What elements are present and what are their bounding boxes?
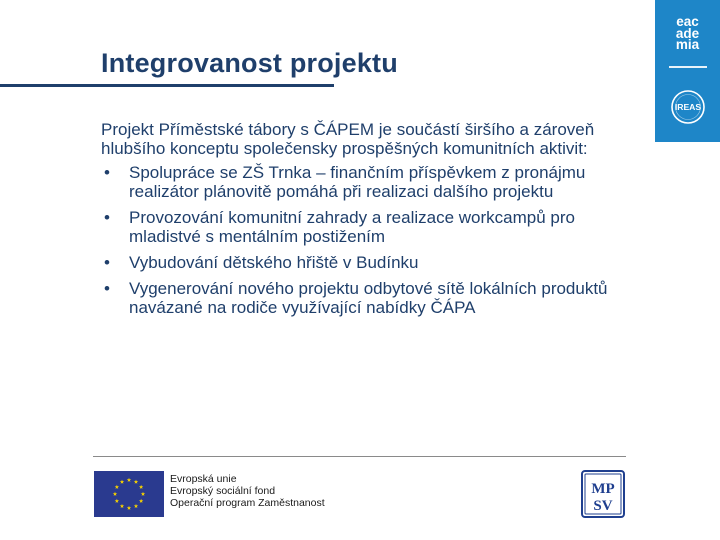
ireas-label: IREAS bbox=[674, 102, 702, 113]
bullet-text: Spolupráce se ZŠ Trnka – finančním příspěvkem z pronájmu realizátor plánovitě pomáhá při realizaci dalšího projektu bbox=[129, 163, 586, 201]
eacademia-line-3: mia bbox=[675, 37, 700, 52]
brand-divider bbox=[669, 66, 707, 68]
eacademia-line-2: ade bbox=[675, 25, 700, 41]
bullet-text: Vygenerování nového projektu odbytové sítě lokálních produktů navázané na rodiče využívající nabídky ČÁPA bbox=[129, 279, 608, 317]
eu-line-2: Evropský sociální fond bbox=[170, 485, 276, 497]
list-item bbox=[101, 253, 631, 272]
bullet-text: Vybudování dětského hřiště v Budínku bbox=[129, 253, 419, 272]
eu-funding-text bbox=[170, 473, 325, 509]
bullet-icon: • bbox=[104, 279, 110, 298]
intro-paragraph: Projekt Příměstské tábory s ČÁPEM je součástí širšího a zároveň hlubšího konceptu společensky prospěšných komunitních aktivit: bbox=[101, 120, 595, 158]
bullet-text: Provozování komunitní zahrady a realizace workcampů pro mladistvé s mentálním postižením bbox=[129, 208, 575, 246]
bullet-icon: • bbox=[104, 208, 110, 227]
mpsv-top: MP bbox=[591, 481, 615, 497]
bullet-list bbox=[101, 163, 631, 317]
mpsv-logo-icon bbox=[581, 470, 625, 518]
list-item bbox=[101, 279, 631, 317]
eu-line-3: Operační program Zaměstnanost bbox=[170, 497, 325, 509]
ireas-logo-icon bbox=[669, 88, 707, 126]
list-item bbox=[101, 208, 631, 246]
bullet-icon: • bbox=[104, 163, 110, 182]
slide-title: Integrovanost projektu bbox=[101, 48, 398, 78]
bullet-icon: • bbox=[104, 253, 110, 272]
mpsv-bottom: SV bbox=[593, 498, 613, 514]
slide-body bbox=[101, 120, 631, 324]
eu-flag-icon bbox=[94, 471, 164, 517]
eacademia-line-1: eac bbox=[676, 14, 699, 29]
footer-divider bbox=[93, 456, 626, 457]
list-item bbox=[101, 163, 631, 201]
eacademia-logo bbox=[655, 16, 720, 51]
eu-line-1: Evropská unie bbox=[170, 473, 237, 485]
title-underline bbox=[0, 84, 334, 87]
brand-bar bbox=[655, 0, 720, 142]
